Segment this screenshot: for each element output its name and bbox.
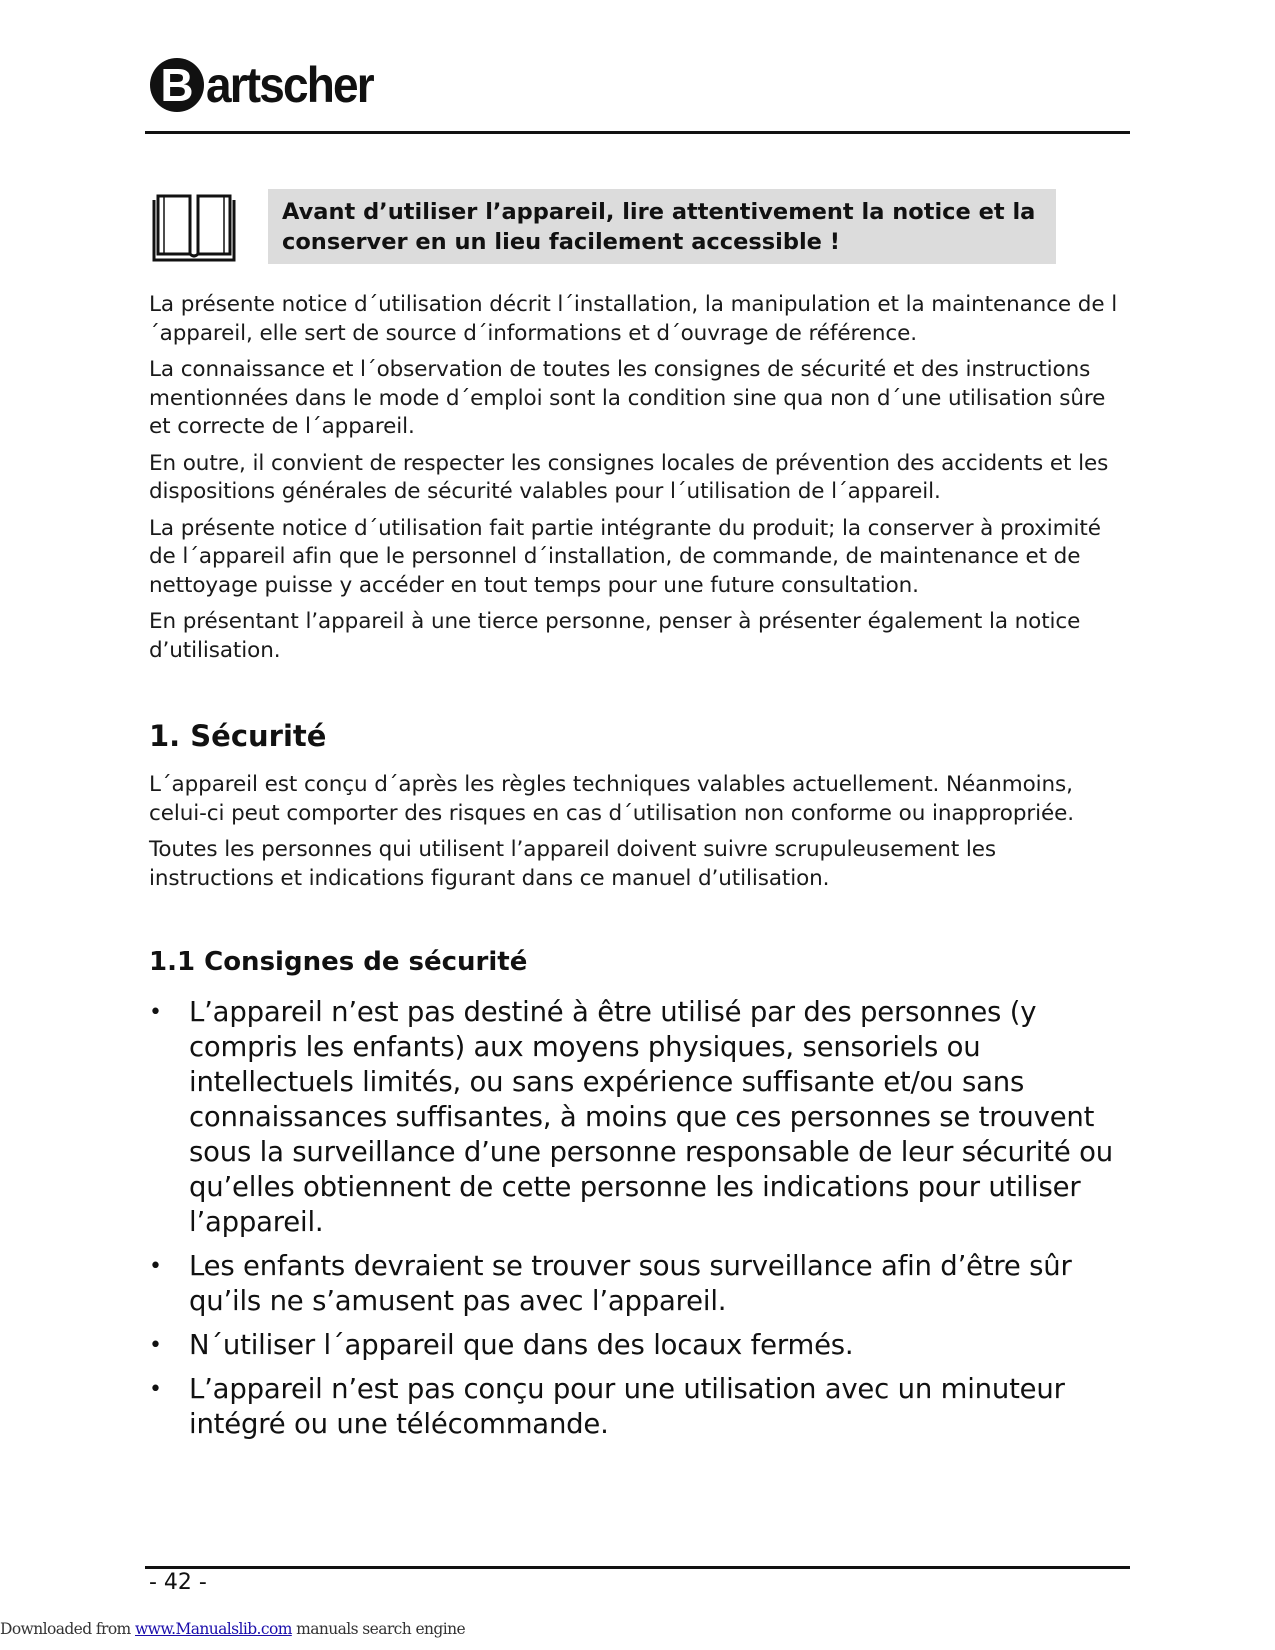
notice-box: [268, 189, 1056, 264]
intro-paragraph: La présente notice d´utilisation fait partie intégrante du produit; la conserver à proximité de l´appareil afin que le personnel d´installation, de commande, de maintenance et de nettoyage puisse y accéder en tout temps pour une future consultation.: [149, 515, 1101, 598]
bullet-marker: •: [149, 1333, 162, 1358]
bullet-marker: •: [149, 1254, 162, 1279]
list-item: [149, 1328, 1124, 1363]
footer-prefix: Downloaded from: [0, 1620, 135, 1638]
list-item: [149, 1249, 1124, 1319]
notice-line-2: conserver en un lieu facilement accessible !: [282, 229, 841, 255]
download-footer: [0, 1620, 465, 1638]
list-item: [149, 1372, 1124, 1442]
section-heading-securite: 1. Sécurité: [149, 719, 327, 753]
logo-text: artscher: [206, 57, 373, 113]
footer-suffix: manuals search engine: [291, 1620, 466, 1638]
list-item: [149, 995, 1124, 1240]
notice-line-1: Avant d’utiliser l’appareil, lire attentivement la notice et la: [282, 199, 1036, 225]
intro-paragraph: La présente notice d´utilisation décrit l´installation, la manipulation et la maintenance de l´appareil, elle sert de source d´informations et d´ouvrage de référence.: [149, 292, 1118, 346]
header-divider: [145, 131, 1130, 134]
intro-paragraph: En outre, il convient de respecter les consignes locales de prévention des accidents et les dispositions générales de sécurité valables pour l´utilisation de l´appareil.: [149, 450, 1109, 504]
manualslib-link[interactable]: www.Manualslib.com: [135, 1620, 292, 1638]
intro-paragraph: En présentant l’appareil à une tierce personne, penser à présenter également la notice d’utilisation.: [149, 609, 1081, 663]
footer-divider: [145, 1566, 1130, 1569]
brand-logo: [150, 52, 387, 118]
bullet-text: L’appareil n’est pas destiné à être utilisé par des personnes (y compris les enfants) aux moyens physiques, sensoriels ou intellectuels limités, ou sans expérience suffisante et/ou sans connaissances suffisantes, à moins que ces personnes se trouvent sous la surveillance d’une personne responsable de leur sécurité ou qu’elles obtiennent de cette personne les indications pour utiliser l’appareil.: [189, 996, 1113, 1238]
main-content: [149, 291, 1124, 1451]
page-number: - 42 -: [149, 1570, 207, 1595]
bullet-text: N´utiliser l´appareil que dans des locaux fermés.: [189, 1329, 854, 1361]
bullet-text: Les enfants devraient se trouver sous surveillance afin d’être sûr qu’ils ne s’amusent pas avec l’appareil.: [189, 1250, 1072, 1317]
safety-bullet-list: [149, 995, 1124, 1442]
bullet-marker: •: [149, 1377, 162, 1402]
section-paragraph: Toutes les personnes qui utilisent l’appareil doivent suivre scrupuleusement les instructions et indications figurant dans ce manuel d’utilisation.: [149, 837, 997, 891]
logo-initial: B: [150, 58, 204, 112]
book-icon: [150, 190, 238, 264]
bullet-marker: •: [149, 1000, 162, 1025]
intro-paragraph: La connaissance et l´observation de toutes les consignes de sécurité et des instructions mentionnées dans le mode d´emploi sont la condition sine qua non d´une utilisation sûre et correcte de l´appareil.: [149, 357, 1106, 439]
section-paragraph: L´appareil est conçu d´après les règles techniques valables actuellement. Néanmoins, celui-ci peut comporter des risques en cas d´utilisation non conforme ou inappropriée.: [149, 772, 1075, 826]
subsection-heading-consignes: 1.1 Consignes de sécurité: [149, 947, 528, 977]
bullet-text: L’appareil n’est pas conçu pour une utilisation avec un minuteur intégré ou une télécommande.: [189, 1373, 1065, 1440]
